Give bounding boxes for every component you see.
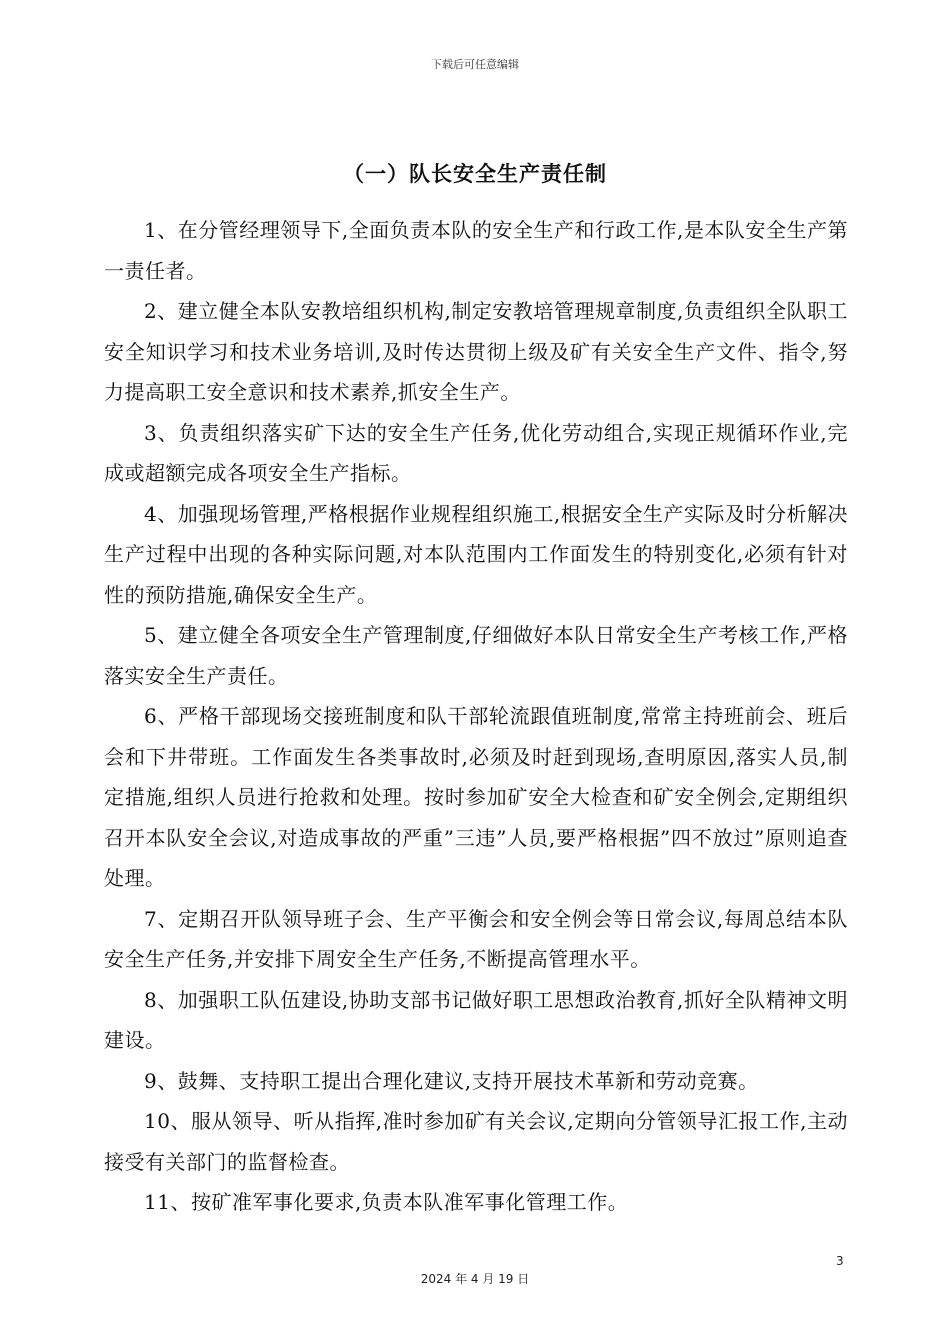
document-title: （一）队长安全生产责任制 xyxy=(343,162,607,186)
paragraph-4: 4、加强现场管理,严格根据作业规程组织施工,根据安全生产实际及时分析解决生产过程中出现的各种实际问题,对本队范围内工作面发生的特别变化,必须有针对性的预防措施,确保安全生产。 xyxy=(104,501,848,607)
footer-date: 2024 年 4 月 19 日 xyxy=(420,1272,530,1286)
header-note: 下载后可任意编辑 xyxy=(431,58,519,71)
paragraph-9: 9、鼓舞、支持职工提出合理化建议,支持开展技术革新和劳动竞赛。 xyxy=(144,1068,759,1093)
paragraph-7: 7、定期召开队领导班子会、生产平衡会和安全例会等日常会议,每周总结本队安全生产任务,并安排下周安全生产任务,不断提高管理水平。 xyxy=(104,906,848,971)
paragraph-2: 2、建立健全本队安教培组织机构,制定安教培管理规章制度,负责组织全队职工安全知识学习和技术业务培训,及时传达贯彻上级及矿有关安全生产文件、指令,努力提高职工安全意识和技术素养,抓安全生产。 xyxy=(104,299,848,404)
page-number: 3 xyxy=(836,1254,844,1268)
paragraph-1: 1、在分管经理领导下,全面负责本队的安全生产和行政工作,是本队安全生产第一责任者。 xyxy=(104,218,848,283)
paragraph-6: 6、严格干部现场交接班制度和队干部轮流跟值班制度,常常主持班前会、班后会和下井带班。工作面发生各类事故时,必须及时赶到现场,查明原因,落实人员,制定措施,组织人员进行抢救和处理。按时参加矿安全大检查和矿安全例会,定期组织召开本队安全会议,对造成事故的严重”三违”人员,要严格根据”四不放过”原则追查处理。 xyxy=(104,704,848,890)
paragraph-8: 8、加强职工队伍建设,协助支部书记做好职工思想政治教育,抓好全队精神文明建设。 xyxy=(104,987,848,1052)
paragraph-3: 3、负责组织落实矿下达的安全生产任务,优化劳动组合,实现正规循环作业,完成或超额完成各项安全生产指标。 xyxy=(104,420,848,485)
paragraph-5: 5、建立健全各项安全生产管理制度,仔细做好本队日常安全生产考核工作,严格落实安全生产责任。 xyxy=(104,623,848,688)
paragraph-11: 11、按矿准军事化要求,负责本队准军事化管理工作。 xyxy=(144,1190,629,1214)
document-body xyxy=(104,210,848,1223)
paragraph-10: 10、服从领导、听从指挥,准时参加矿有关会议,定期向分管领导汇报工作,主动接受有关部门的监督检查。 xyxy=(104,1109,848,1174)
